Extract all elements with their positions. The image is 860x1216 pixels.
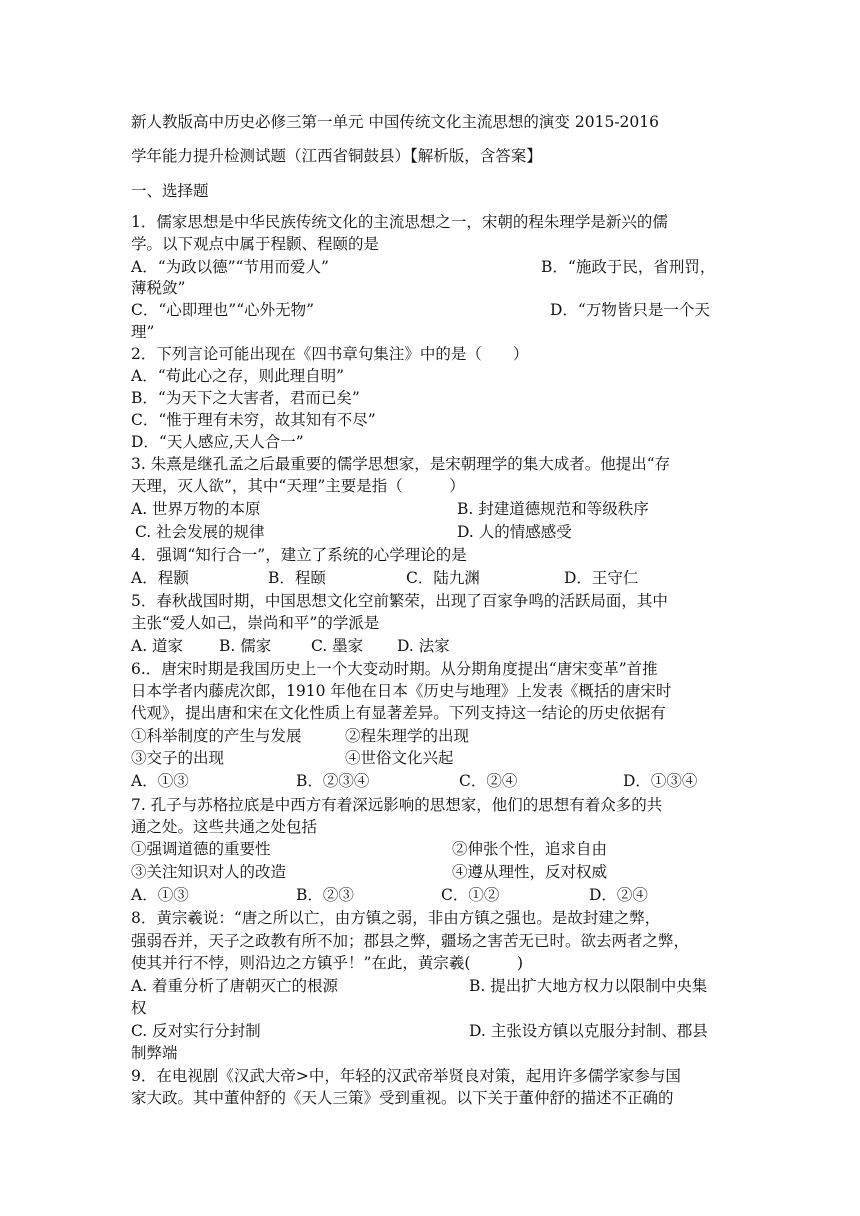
- q7-option-d: D．②④: [589, 886, 648, 904]
- q3-stem-line-2: 天理，灭人欲”，其中“天理”主要是指（ ）: [131, 477, 465, 495]
- q6-stem-line-3: 代观》，提出唐和宋在文化性质上有显著差异。下列支持这一结论的历史依据有: [131, 704, 666, 722]
- q5-stem-line-2: 主张“爱人如己，崇尚和平”的学派是: [131, 614, 380, 632]
- q8-option-d: D. 主张设方镇以克服分封制、郡县: [469, 1022, 708, 1040]
- q7-item-2: ②伸张个性，追求自由: [452, 840, 608, 858]
- q1-option-b: B．“施政于民，省刑罚，: [541, 258, 716, 276]
- q5-stem-line-1: 5．春秋战国时期，中国思想文化空前繁荣，出现了百家争鸣的活跃局面，其中: [131, 592, 668, 610]
- q2-option-a: A．“苟此心之存，则此理自明”: [131, 367, 345, 385]
- q1-stem-line-2: 学。以下观点中属于程颢、程颐的是: [131, 235, 380, 253]
- q4-stem: 4．强调“知行合一”，建立了系统的心学理论的是: [131, 546, 467, 564]
- q6-item-3: ③交子的出现: [131, 749, 225, 767]
- q1-option-c: C．“心即理也”“心外无物”: [131, 301, 315, 319]
- q5-option-b: B. 儒家: [219, 637, 272, 655]
- q3-option-a: A. 世界万物的本原: [131, 500, 261, 518]
- q2-stem: 2．下列言论可能出现在《四书章句集注》中的是（ ）: [131, 345, 529, 363]
- q6-item-2: ②程朱理学的出现: [345, 727, 470, 745]
- q6-stem-line-2: 日本学者内藤虎次郎，1910 年他在日本《历史与地理》上发表《概括的唐宋时: [131, 682, 672, 700]
- q5-option-a: A. 道家: [131, 637, 184, 655]
- q7-item-1: ①强调道德的重要性: [131, 840, 271, 858]
- title-text-1: 新人教版高中历史必修三第一单元 中国传统文化主流思想的演变 2015-2016: [131, 113, 659, 131]
- q4-option-a: A．程颢: [131, 569, 189, 587]
- q4-option-d: D．王守仁: [564, 569, 639, 587]
- q7-stem-line-2: 通之处。这些共通之处包括: [131, 818, 318, 836]
- q3-option-b: B. 封建道德规范和等级秩序: [457, 500, 649, 518]
- q5-option-d: D. 法家: [397, 637, 450, 655]
- q4-option-b: B．程颐: [268, 569, 326, 587]
- q4-option-c: C．陆九渊: [406, 569, 480, 587]
- q3-option-d: D. 人的情感感受: [457, 523, 572, 541]
- q7-option-a: A．①③: [131, 886, 189, 904]
- q6-option-d: D．①③④: [623, 772, 698, 790]
- q6-item-4: ④世俗文化兴起: [345, 749, 454, 767]
- q8-stem-line-1: 8．黄宗羲说：“唐之所以亡，由方镇之弱，非由方镇之强也。是故封建之弊，: [131, 909, 661, 927]
- q1-stem-line-1: 1．儒家思想是中华民族传统文化的主流思想之一，宋朝的程朱理学是新兴的儒: [131, 213, 668, 231]
- q1-option-d-cont: 理”: [131, 323, 155, 341]
- q8-option-b-cont: 权: [131, 999, 147, 1017]
- q2-option-c: C．“惟于理有未穷，故其知有不尽”: [131, 411, 376, 429]
- document-title-line-1: [131, 111, 731, 133]
- q8-option-b: B. 提出扩大地方权力以限制中央集: [469, 977, 708, 995]
- q8-option-a: A. 着重分析了唐朝灭亡的根源: [131, 977, 339, 995]
- q9-stem-line-2: 家大政。其中董仲舒的《天人三策》受到重视。以下关于董仲舒的描述不正确的: [131, 1089, 674, 1107]
- q3-option-c: C. 社会发展的规律: [135, 523, 265, 541]
- q7-stem-line-1: 7. 孔子与苏格拉底是中西方有着深远影响的思想家，他们的思想有着众多的共: [131, 796, 663, 814]
- q8-stem-line-2: 强弱吞并，天子之政教有所不加；郡县之弊，疆场之害苦无已时。欲去两者之弊，: [131, 932, 690, 950]
- q6-option-a: A．①③: [131, 772, 189, 790]
- q1-option-a: A．“为政以德”“节用而爱人”: [131, 258, 329, 276]
- q7-item-3: ③关注知识对人的改造: [131, 863, 287, 881]
- document-title-line-2: 学年能力提升检测试题（江西省铜鼓县）【解析版，含答案】: [131, 147, 542, 165]
- q8-stem-line-3: 使其并行不悖，则沿边之方镇乎！”在此，黄宗羲( ): [131, 954, 524, 972]
- q2-option-b: B．“为天下之大害者，君而已矣”: [131, 389, 360, 407]
- q6-option-c: C．②④: [459, 772, 518, 790]
- section-heading: 一、选择题: [131, 182, 209, 200]
- q8-option-d-cont: 制弊端: [131, 1044, 178, 1062]
- q1-option-b-cont: 薄税敛”: [131, 279, 186, 297]
- q7-option-c: C．①②: [441, 886, 500, 904]
- q9-stem-line-1: 9．在电视剧《汉武大帝>中，年轻的汉武帝举贤良对策，起用许多儒学家参与国: [131, 1067, 681, 1085]
- q6-item-1: ①科举制度的产生与发展: [131, 727, 302, 745]
- q6-stem-line-1: 6.．唐宋时期是我国历史上一个大变动时期。从分期角度提出“唐宋变革”首推: [131, 660, 658, 678]
- q8-option-c: C. 反对实行分封制: [131, 1022, 261, 1040]
- q2-option-d: D．“天人感应,天人合一”: [131, 433, 304, 451]
- q7-item-4: ④遵从理性，反对权威: [452, 863, 608, 881]
- q7-option-b: B．②③: [296, 886, 354, 904]
- q3-stem-line-1: 3. 朱熹是继孔孟之后最重要的儒学思想家，是宋朝理学的集大成者。他提出“存: [131, 455, 671, 473]
- q5-option-c: C. 墨家: [311, 637, 364, 655]
- q6-option-b: B．②③④: [296, 772, 370, 790]
- q1-option-d: D．“万物皆只是一个天: [550, 301, 710, 319]
